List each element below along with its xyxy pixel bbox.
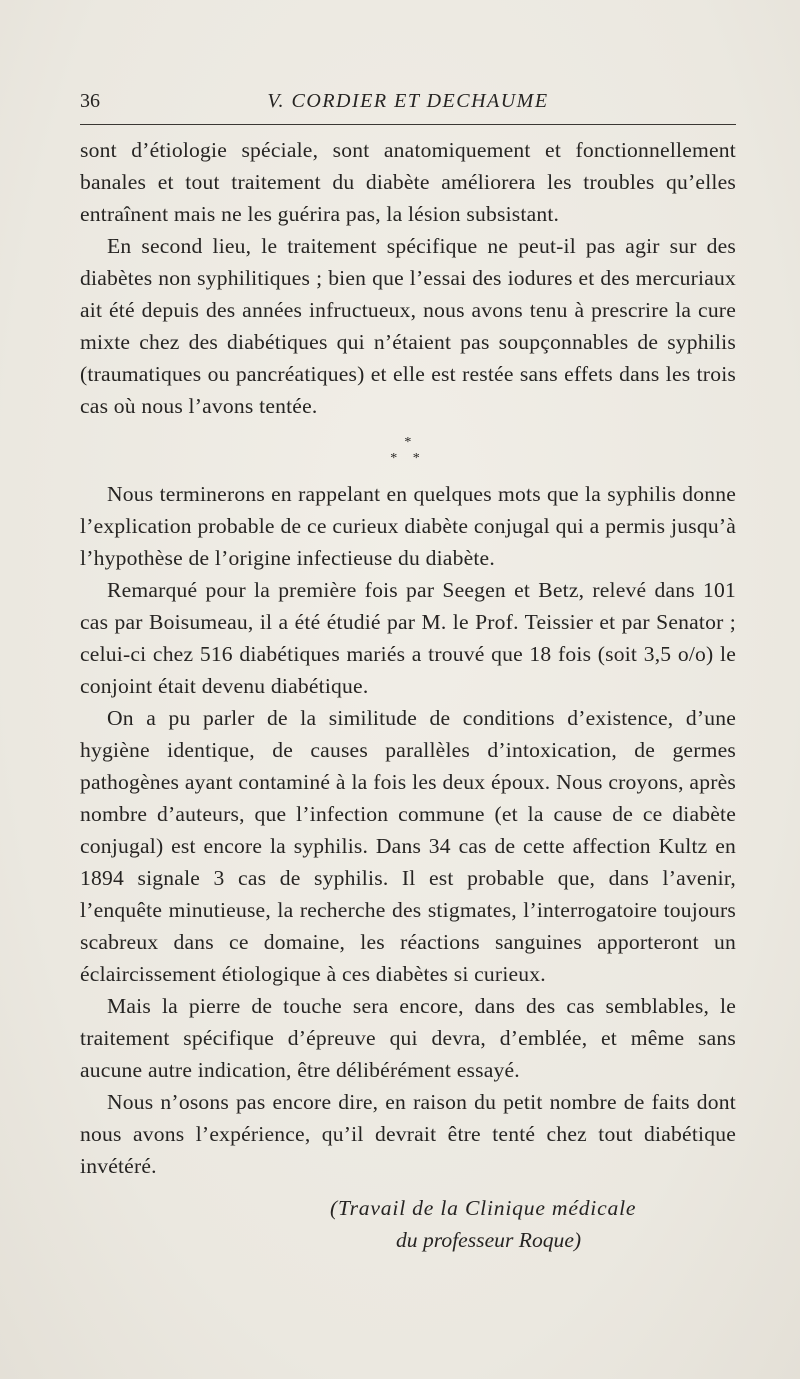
page-header — [80, 88, 736, 120]
paragraph-5: On a pu parler de la similitude de conditions d’existence, d’une hygiène identique, de causes parallèles d’intoxication, de germes pathogènes ayant contaminé à la fois les deux époux. Nous croyons, après nombre d’auteurs, que l’infection commune (et la cause de ce diabète conjugal) est encore la syphilis. Dans 34 cas de cette affection Kultz en 1894 signale 3 cas de syphilis. Il est probable que, dans l’avenir, l’enquête minutieuse, la recherche des stigmates, l’interrogatoire toujours scabreux dans ce domaine, les réactions sanguines apporteront un éclaircissement étiologique à ces diabètes si curieux. — [80, 706, 736, 986]
paragraph-6: Mais la pierre de touche sera encore, dans des cas semblables, le traitement spécifique d’épreuve qui devra, d’emblée, et même sans aucune autre indication, être délibérément essayé. — [80, 994, 736, 1082]
header-rule — [80, 124, 736, 125]
running-title: V. CORDIER ET DECHAUME — [267, 90, 549, 112]
section-separator — [80, 422, 736, 478]
paragraph-4: Remarqué pour la première fois par Seegen et Betz, relevé dans 101 cas par Boisumeau, il a été étudié par M. le Prof. Teissier et par Senator ; celui-ci chez 516 diabétiques mariés a trouvé que 18 fois (soit 3,5 o/o) le conjoint était devenu diabétique. — [80, 578, 736, 698]
paragraph-7: Nous n’osons pas encore dire, en raison du petit nombre de faits dont nous avons l’expérience, qu’il devrait être tenté chez tout diabétique invétéré. — [80, 1090, 736, 1178]
attribution-line-1: (Travail de la Clinique médicale — [330, 1196, 637, 1220]
attribution — [330, 1192, 636, 1256]
paragraph-1: sont d’étiologie spéciale, sont anatomiquement et fonctionnellement banales et tout traitement du diabète améliorera les troubles qu’elles entraînent mais ne les guérira pas, la lésion subsistant. — [80, 138, 736, 226]
separator-star-top: * — [404, 435, 412, 450]
paragraph-3: Nous terminerons en rappelant en quelques mots que la syphilis donne l’explication probable de ce curieux diabète conjugal qui a permis jusqu’à l’hypothèse de l’origine infectieuse du diabète. — [80, 482, 736, 570]
page-number: 36 — [80, 90, 100, 112]
separator-star-bottom: * * — [390, 451, 426, 466]
attribution-line-2: du professeur Roque) — [396, 1228, 582, 1252]
body-text — [80, 134, 736, 1182]
paragraph-2: En second lieu, le traitement spécifique ne peut-il pas agir sur des diabètes non syphilitiques ; bien que l’essai des iodures et des mercuriaux ait été depuis des années infructueux, nous avons tenu à prescrire la cure mixte chez des diabétiques qui n’étaient pas soupçonnables de syphilis (traumatiques ou pancréatiques) et elle est restée sans effets dans les trois cas où nous l’avons tentée. — [80, 234, 736, 418]
